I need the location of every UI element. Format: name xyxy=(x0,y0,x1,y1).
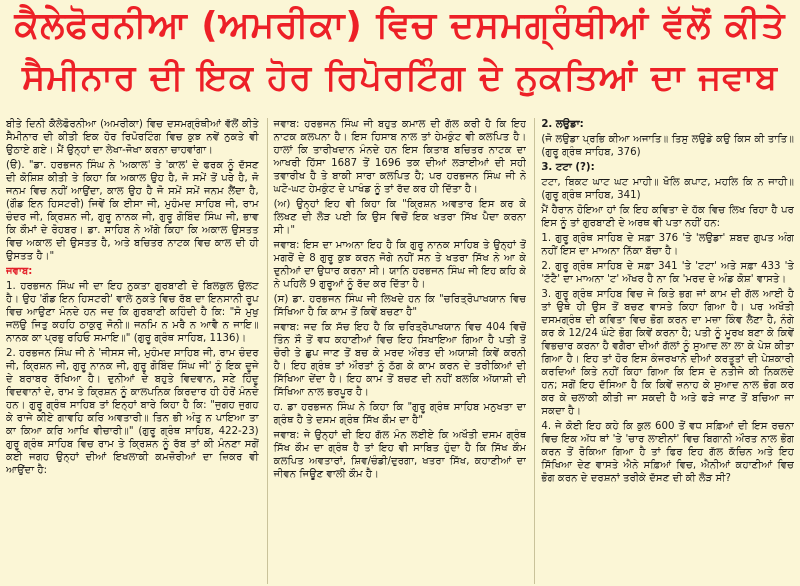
headline xyxy=(12,0,788,110)
col3-paragraph-3: ਮੈਂ ਹੈਰਾਨ ਹੋਇਆ ਹਾਂ ਕਿ ਇਹ ਕਵਿਤਾ ਦੇ ਹੱਕ ਵਿਚ ਲਿਖ ਰਿਹਾ ਹੈ ਪਰ ਇਸ ਨੂੰ ਤਾਂ ਗੁਰਬਾਣੀ ਦੇ ਅਰਥ ਵੀ ਪਤਾ ਨਹੀਂ ਹਨ: xyxy=(541,205,795,229)
col2-paragraph-6: ਹ. ਡਾ ਹਰਭਜਨ ਸਿੰਘ ਨੇ ਕਿਹਾ ਕਿ "ਗੁਰੂ ਗ੍ਰੰਥ ਸਾਹਿਬ ਮਨੁਖਤਾ ਦਾ ਗ੍ਰੰਥ ਹੈ ਤੇ ਦਸਮ ਗ੍ਰੰਥ ਸਿੱਖ ਕੌਮ ਦਾ ਹੈ" xyxy=(273,402,527,426)
answer-2: 2. ਹਰਭਜਨ ਸਿੰਘ ਜੀ ਨੇ 'ਜੀਸਸ ਜੀ, ਮੁਹੰਮਦ ਸਾਹਿਬ ਜੀ, ਰਾਮ ਚੰਦਰ ਜੀ, ਕ੍ਰਿਸ਼ਨ ਜੀ, ਗੁਰੂ ਨਾਨਕ ਜੀ, ਗੁਰੂ ਗੋਬਿੰਦ ਸਿੰਘ ਜੀ' ਨੂੰ ਇਕ ਦੂਜੇ ਦੇ ਬਰਾਬਰ ਰੱਖਿਆ ਹੈ। ਦੁਨੀਆਂ ਦੇ ਬਹੁਤੇ ਵਿਦਵਾਨ, ਸਣੇ ਹਿੰਦੂ ਵਿਦਵਾਨਾਂ ਦੇ, ਰਾਮ ਤੇ ਕ੍ਰਿਸ਼ਨ ਨੂੰ ਕਾਲਪਨਿਕ ਕਿਰਦਾਰ ਹੀ ਹੋਰੋਂ ਮੰਨਦੇ ਹਨ। ਗੁਰੂ ਗ੍ਰੰਥ ਸਾਹਿਬ ਤਾਂ ਇਨ੍ਹਾਂ ਬਾਰੇ ਕਿਹਾ ਹੈ ਕਿ: "ਜੁਗਹ ਜੁਗਹ ਕੇ ਰਾਜੇ ਕੀਏ ਗਾਵਹਿ ਕਰਿ ਅਵਤਾਰੀ॥ ਤਿਨ ਭੀ ਅੰਤੁ ਨ ਪਾਇਆ ਤਾ ਕਾ ਕਿਆ ਕਰਿ ਆਖਿ ਵੀਚਾਰੀ॥" (ਗੁਰੂ ਗ੍ਰੰਥ ਸਾਹਿਬ, 422-23) ਗੁਰੂ ਗ੍ਰੰਥ ਸਾਹਿਬ ਵਿਚ ਰਾਮ ਤੇ ਕ੍ਰਿਸ਼ਨ ਨੂੰ ਰੱਬ ਤਾਂ ਕੀ ਮੰਨਣਾ ਸਗੋਂ ਕਈ ਜਗਹ ਉਨ੍ਹਾਂ ਦੀਆਂ ਇਖਲਾਕੀ ਕਮਜ਼ੋਰੀਆਂ ਦਾ ਜ਼ਿਕਰ ਵੀ ਆਉਂਦਾ ਹੈ: xyxy=(6,348,259,476)
col2-paragraph-3: ਜਵਾਬ: ਇਸ ਦਾ ਮਾਅਨਾ ਇਹ ਹੈ ਕਿ ਗੁਰੂ ਨਾਨਕ ਸਾਹਿਬ ਤੇ ਉਨ੍ਹਾਂ ਤੋਂ ਮਗਰੋਂ ਦੇ 8 ਗੁਰੂ ਕੁਝ ਕਰਨ ਜੋਗੇ ਨਹੀਂ ਸਨ ਤੇ ਖਤਰਾ ਸਿੱਖ ਨੇ ਆ ਕੇ ਦੁਨੀਆਂ ਦਾ ਉਧਾਰ ਕਰਨਾ ਸੀ। ਯਾਨਿ ਹਰਭਜਨ ਸਿੰਘ ਜੀ ਇਹ ਕਹਿ ਕੇ ਨੇ ਪਹਿਲੇ 9 ਗੁਰੂਆਂ ਨੂੰ ਰੱਦ ਕਰ ਦਿੱਤਾ ਹੈ। xyxy=(273,240,527,290)
col3-heading-1: 2. ਲਉਡਾ: xyxy=(541,119,584,130)
answer-1: 1. ਹਰਭਜਨ ਸਿੰਘ ਜੀ ਦਾ ਇਹ ਨੁਕਤਾ ਗੁਰਬਾਣੀ ਦੇ ਬਿਲਕੁਲ ਉਲਟ ਹੈ। ਉਹ 'ਗੌਡ ਇਨ ਹਿਸਟਰੀ' ਵਾਲੇ ਨੁਕਤੇ ਵਿਚ ਰੱਬ ਦਾ ਇਨਸਾਨੀ ਰੂਪ ਵਿਚ ਆਉਣਾ ਮੰਨਦੇ ਹਨ ਜਦ ਕਿ ਗੁਰਬਾਣੀ ਕਹਿੰਦੀ ਹੈ ਕਿ: "ਸੋ ਮੁਖੁ ਜਲਉ ਜਿਤੁ ਕਹਹਿ ਠਾਕੁਰੁ ਜੋਨੀ॥ ਜਨਮਿ ਨ ਮਰੈ ਨ ਆਵੈ ਨ ਜਾਇ॥ ਨਾਨਕ ਕਾ ਪ੍ਰਭੁ ਰਹਿਓ ਸਮਾਇ॥" (ਗੁਰੂ ਗ੍ਰੰਥ ਸਾਹਿਬ, 1136)। xyxy=(6,281,259,344)
col2-paragraph-5: ਜਵਾਬ: ਜਦ ਕਿ ਸੱਚ ਇਹ ਹੈ ਕਿ ਚਰਿਤ੍ਰੋਪਾਖਯਾਨ ਵਿਚ 404 ਵਿਚੋਂ ਤਿੰਨ ਸੌ ਤੋਂ ਵਧ ਕਹਾਣੀਆਂ ਵਿਚ ਇਹ ਸਿਖਾਇਆ ਗਿਆ ਹੈ ਪਤੀ ਤੋਂ ਚੋਰੀ ਤੇ ਛੁਪ ਜਾਣ ਤੋਂ ਬਚ ਕੇ ਮਰਦ ਔਰਤ ਦੀ ਅਯਾਸ਼ੀ ਕਿਵੇਂ ਕਰਨੀ ਹੈ। ਇਹ ਗ੍ਰੰਥ ਤਾਂ ਔਰਤਾਂ ਨੂੰ ਠੱਗ ਕੇ ਕਾਮ ਕਰਨ ਦੇ ਤਰੀਕਿਆਂ ਦੀ ਸਿੱਖਿਆ ਦੇਂਦਾ ਹੈ। ਇਹ ਕਾਮ ਤੋਂ ਬਚਣ ਦੀ ਨਹੀਂ ਬਲਕਿ ਅੱਯਾਸ਼ੀ ਦੀ ਸਿੱਖਿਆ ਨਾਲ ਭਰਪੂਰ ਹੈ। xyxy=(273,322,527,398)
intro-paragraph: ਬੀਤੇ ਦਿਨੀ ਕੈਲੇਫੋਰਨੀਆ (ਅਮਰੀਕਾ) ਵਿਚ ਦਸਮਗ੍ਰੰਥੀਆਂ ਵੱਲੋਂ ਕੀਤੇ ਸੈਮੀਨਾਰ ਦੀ ਕੀਤੀ ਇਕ ਹੋਰ ਰਿਪੋਰਟਿੰਗ ਵਿਚ ਕੁਝ ਨਵੇਂ ਨੁਕਤੇ ਵੀ ਉਠਾਏ ਗਏ। ਮੈਂ ਉਨ੍ਹਾਂ ਦਾ ਲੇਖਾ-ਜੋਖਾ ਕਰਨਾ ਚਾਹਵਾਂਗਾ। xyxy=(6,119,259,156)
answer-label: ਜਵਾਬ: xyxy=(6,266,33,277)
column-1 xyxy=(6,118,259,584)
col3-paragraph-1: (ਜੋ ਲਉਡਾ ਪ੍ਰਭਿ ਕੀਆ ਅਜਾਤਿ॥ ਤਿਸੁ ਲਉਡੇ ਕਉ ਕਿਸ ਕੀ ਤਾਤਿ॥ (ਗੁਰੂ ਗ੍ਰੰਥ ਸਾਹਿਬ, 376) xyxy=(541,134,795,158)
col2-paragraph-7: ਜਵਾਬ: ਜੇ ਉਨ੍ਹਾਂ ਦੀ ਇਹ ਗੱਲ ਮੰਨ ਲਈਏ ਕਿ ਅਖੌਤੀ ਦਸਮ ਗ੍ਰੰਥ ਸਿੱਖ ਕੌਮ ਦਾ ਗ੍ਰੰਥ ਹੈ ਤਾਂ ਇਹ ਵੀ ਸਾਬਿਤ ਹੁੰਦਾ ਹੈ ਕਿ ਸਿੱਖ ਕੌਮ ਕਲਪਿਤ ਅਵਤਾਰਾਂ, ਸ਼ਿਵ/ਚੰਡੀ/ਦੁਰਗਾ, ਖਤਰਾ ਸਿੱਖ, ਕਹਾਣੀਆਂ ਦਾ ਜੀਵਨ ਜਿਊਣ ਵਾਲੀ ਕੌਮ ਹੈ। xyxy=(273,430,527,480)
col3-paragraph-2: ਟਟਾ, ਬਿਕਟ ਘਾਟ ਘਟ ਮਾਹੀ॥ ਖੋਲਿ ਕਪਾਟ, ਮਹਲਿ ਕਿ ਨ ਜਾਹੀ॥ (ਗੁਰੂ ਗ੍ਰੰਥ ਸਾਹਿਬ, 341) xyxy=(541,177,795,201)
point-1: (ੳ). "ਡਾ. ਹਰਭਜਨ ਸਿੰਘ ਨੇ 'ਅਕਾਲ' ਤੇ 'ਕਾਲ' ਦੇ ਫਰਕ ਨੂੰ ਦੱਸਣ ਦੀ ਕੋਸ਼ਿਸ਼ ਕੀਤੀ ਤੇ ਕਿਹਾ ਕਿ ਅਕਾਲ ਉਹ ਹੈ, ਜੋ ਸਮੇਂ ਤੋਂ ਪਰੇ ਹੈ, ਜੋ ਜਨਮ ਵਿਚ ਨਹੀਂ ਆਉਂਦਾ, ਕਾਲ ਉਹ ਹੈ ਜੋ ਸਮੇਂ ਸਮੇਂ ਜਨਮ ਲੈਂਦਾ ਹੈ, (ਗੌਡ ਇਨ ਹਿਸਟਰੀ) ਜਿਵੇਂ ਕਿ ਈਸਾ ਜੀ, ਮੁਹੰਮਦ ਸਾਹਿਬ ਜੀ, ਰਾਮ ਚੰਦਰ ਜੀ, ਕ੍ਰਿਸ਼ਨ ਜੀ, ਗੁਰੂ ਨਾਨਕ ਜੀ, ਗੁਰੂ ਗੋਬਿੰਦ ਸਿੰਘ ਜੀ, ਭਾਵ ਕਿ ਕੌਮਾਂ ਦੇ ਰੋਹਬਰ। ਡਾ. ਸਾਹਿਬ ਨੇ ਅੱਗੇ ਕਿਹਾ ਕਿ ਅਕਾਲ ਉਸਤਤ ਵਿਚ ਅਕਾਲ ਦੀ ਉਸਤਤ ਹੈ, ਅਤੇ ਬਚਿਤਰ ਨਾਟਕ ਵਿਚ ਕਾਲ ਦੀ ਹੀ ਉਸਤਤ ਹੈ।" xyxy=(6,160,259,262)
col2-paragraph-2: (ਅ) ਉਨ੍ਹਾਂ ਇਹ ਵੀ ਕਿਹਾ ਕਿ "ਕ੍ਰਿਸ਼ਨ ਅਵਤਾਰ ਇਸ ਕਰ ਕੇ ਲਿਖਣ ਦੀ ਲੋੜ ਪਈ ਕਿ ਉਸ ਵਿਚੋਂ ਇਕ ਖਤਰਾ ਸਿੱਖ ਪੈਦਾ ਕਰਨਾ ਸੀ।" xyxy=(273,199,527,236)
col3-paragraph-5: 2. ਗੁਰੂ ਗ੍ਰੰਥ ਸਾਹਿਬ ਦੇ ਸਫ਼ਾ 341 'ਤੇ 'ਟਟਾ' ਅਤੇ ਸਫ਼ਾ 433 'ਤੇ 'ਟੱਟੈ' ਦਾ ਮਾਅਨਾ 'ਟ' ਅੱਖਰ ਹੈ ਨਾ ਕਿ 'ਮਰਦ ਦੇ ਅੰਡ ਕੋਸ਼' ਵਾਸਤੇ। xyxy=(541,261,795,285)
col3-paragraph-6: 3. ਗੁਰੂ ਗ੍ਰੰਥ ਸਾਹਿਬ ਵਿਚ ਜੇ ਕਿਤੇ ਭਗ ਜਾਂ ਕਾਮ ਦੀ ਗੱਲ ਆਈ ਹੈ ਤਾਂ ਉਥੇ ਹੀ ਉਸ ਤੋਂ ਬਚਣ ਵਾਸਤੇ ਕਿਹਾ ਗਿਆ ਹੈ। ਪਰ ਅਖੌਤੀ ਦਸਮਗ੍ਰੰਥ ਦੀ ਕਵਿਤਾ ਵਿਚ ਭੋਗ ਕਰਨ ਦਾ ਮਜ਼ਾ ਕਿੰਞ ਲੈਣਾ ਹੈ, ਨੰਗੇ ਕਰ ਕੇ 12/24 ਘੰਟੇ ਭੋਗ ਕਿਵੇਂ ਕਰਨਾ ਹੈ; ਪਤੀ ਨੂੰ ਮੂਰਖ ਬਣਾ ਕੇ ਕਿਵੇਂ ਵਿਭਚਾਰ ਕਰਨਾ ਹੈ ਵਗੈਰਾ ਦੀਆਂ ਗੱਲਾਂ ਨੂੰ ਸੁਆਦ ਲਾ ਲਾ ਕੇ ਪੇਸ਼ ਕੀਤਾ ਗਿਆ ਹੈ। ਇਹ ਤਾਂ ਹੋਰ ਇਸ ਕੰਜਰਖਾਨੇ ਦੀਆਂ ਕਰਤੂਤਾਂ ਦੀ ਪੇਸ਼ਕਾਰੀ ਕਰਦਿਆਂ ਕਿਤੇ ਨਹੀਂ ਕਿਹਾ ਗਿਆ ਕਿ ਇਸ ਦੇ ਨਤੀਜੇ ਕੀ ਨਿਕਲਦੇ ਹਨ; ਸਗੋਂ ਇਹ ਦੱਸਿਆ ਹੈ ਕਿ ਕਿਵੇਂ ਜ਼ਨਾਹ ਕੇ ਸੁਆਦ ਨਾਲ ਭੋਗ ਕਰ ਕਰ ਕੇ ਚਲਾਕੀ ਕੀਤੀ ਜਾ ਸਕਦੀ ਹੈ ਅਤੇ ਫੜੇ ਜਾਣ ਤੋਂ ਬਚਿਆ ਜਾ ਸਕਦਾ ਹੈ। xyxy=(541,289,795,417)
article-columns xyxy=(6,118,794,584)
headline-line-1: ਕੈਲੇਫੋਰਨੀਆ (ਅਮਰੀਕਾ) ਵਿਚ ਦਸਮਗ੍ਰੰਥੀਆਂ ਵੱਲੋਂ ਕੀਤੇ xyxy=(14,5,786,46)
col2-paragraph-4: (ਸ) ਡਾ. ਹਰਭਜਨ ਸਿੰਘ ਜੀ ਲਿਖਦੇ ਹਨ ਕਿ "ਚਰਿਤ੍ਰੋਪਾਖਯਾਨ ਵਿਚ ਸਿੱਖਿਆ ਹੈ ਕਿ ਕਾਮ ਤੋਂ ਕਿਵੇਂ ਬਚਣਾ ਹੈ" xyxy=(273,294,527,318)
col3-heading-2: 3. ਟਟਾ (?): xyxy=(541,162,595,173)
headline-line-2: ਸੈਮੀਨਾਰ ਦੀ ਇਕ ਹੋਰ ਰਿਪੋਰਟਿੰਗ ਦੇ ਨੁਕਤਿਆਂ ਦਾ ਜਵਾਬ xyxy=(22,58,778,98)
column-3 xyxy=(534,118,794,584)
col3-paragraph-7: 4. ਜੇ ਕੋਈ ਇਹ ਕਹੇ ਕਿ ਕੁਲ 600 ਤੋਂ ਵਧ ਸਫ਼ਿਆਂ ਦੀ ਇਸ ਰਚਨਾ ਵਿਚ ਇਕ ਅੱਧ ਥਾਂ 'ਤੇ 'ਚਾਰ ਲਾਈਨਾਂ' ਵਿਚ ਬਿਗਾਨੀ ਔਰਤ ਨਾਲ ਭੋਗ ਕਰਨ ਤੋਂ ਰੋਕਿਆ ਗਿਆ ਹੈ ਤਾਂ ਫਿਰ ਇਹ ਗੱਲ ਕੱਚਿਨ ਅਤੇ ਇਹ ਸਿੱਖਿਆ ਦੇਣ ਵਾਸਤੇ ਐਨੇ ਸਫ਼ਿਆਂ ਵਿਚ, ਐਨੀਆਂ ਕਹਾਣੀਆਂ ਵਿਚ ਭੋਗ ਕਰਨ ਦੇ ਦਰਸ਼ਨਾਂ ਤਰੀਕੇ ਦੱਸਣ ਦੀ ਕੀ ਲੋੜ ਸੀ? xyxy=(541,421,795,484)
col3-paragraph-4: 1. ਗੁਰੂ ਗ੍ਰੰਥ ਸਾਹਿਬ ਦੇ ਸਫ਼ਾ 376 'ਤੇ 'ਲਉਡਾ' ਸ਼ਬਦ ਗੁਪਤ ਅੰਗ ਨਹੀਂ ਇਸ ਦਾ ਮਾਅਨਾ ਨਿੱਕਾ ਬੱਚਾ ਹੈ। xyxy=(541,233,795,257)
column-2 xyxy=(267,118,527,584)
col2-paragraph-1: ਜਵਾਬ: ਹਰਭਜਨ ਸਿੰਘ ਜੀ ਬਹੁਤ ਕਮਾਲ ਦੀ ਗੱਲ ਕਰੀ ਹੈ ਕਿ ਇਹ ਨਾਟਕ ਕਲਪਨਾ ਹੈ। ਇਸ ਹਿਸਾਬ ਨਾਲ ਤਾਂ ਹੇਮਕੁੰਟ ਵੀ ਕਲਪਿਤ ਹੈ। ਹਾਲਾਂ ਕਿ ਤਾਰੀਖਦਾਨ ਮੰਨਦੇ ਹਨ ਇਸ ਕਿਤਾਬ ਬਚਿਤਰ ਨਾਟਕ ਦਾ ਆਖਰੀ ਹਿੱਸਾ 1687 ਤੋਂ 1696 ਤਕ ਦੀਆਂ ਲੜਾਈਆਂ ਦੀ ਸਹੀ ਤਵਾਰੀਖ ਹੈ ਤੇ ਬਾਕੀ ਸਾਰਾ ਕਲਪਿਤ ਹੈ; ਪਰ ਹਰਭਜਨ ਸਿੰਘ ਜੀ ਨੇ ਘਟੋ-ਘਟ ਹੇਮਕੁੰਟ ਦੇ ਪਾਖੰਡ ਨੂੰ ਤਾਂ ਰੱਦ ਕਰ ਹੀ ਦਿੱਤਾ ਹੈ। xyxy=(273,119,527,195)
